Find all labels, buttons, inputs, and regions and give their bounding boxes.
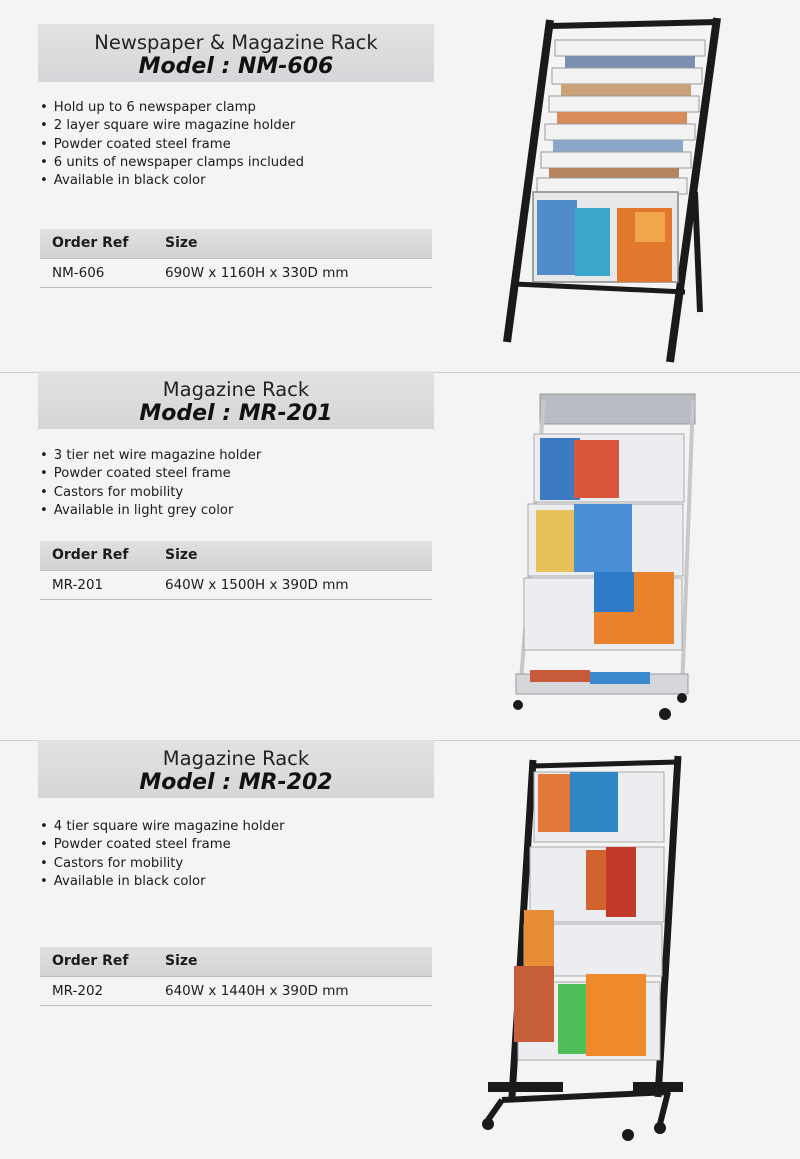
order-ref-header: Order Ref <box>52 953 129 969</box>
product-name: Newspaper & Magazine Rack <box>94 31 378 54</box>
feature-item: • 6 units of newspaper clamps included <box>40 154 304 172</box>
feature-item: • Available in light grey color <box>40 502 261 520</box>
feature-item: • Powder coated steel frame <box>40 136 304 154</box>
size-header: Size <box>165 953 198 969</box>
feature-list <box>40 99 304 190</box>
spec-table <box>40 947 432 1006</box>
feature-item: • Powder coated steel frame <box>40 465 261 483</box>
newspaper-rack-image <box>495 12 725 367</box>
feature-item: • 3 tier net wire magazine holder <box>40 447 261 465</box>
feature-item: • 4 tier square wire magazine holder <box>40 818 285 836</box>
spec-table-header <box>40 541 432 571</box>
spec-table-header <box>40 947 432 977</box>
feature-item: • Hold up to 6 newspaper clamp <box>40 99 304 117</box>
feature-item: • 2 layer square wire magazine holder <box>40 117 304 135</box>
product-name: Magazine Rack <box>162 747 310 770</box>
feature-list <box>40 447 261 520</box>
product-title-box <box>38 371 434 429</box>
spec-table-header <box>40 229 432 259</box>
size-header: Size <box>165 235 198 251</box>
feature-item: • Available in black color <box>40 873 285 891</box>
size-header: Size <box>165 547 198 563</box>
magazine-rack-grey-image <box>510 392 700 727</box>
product-title-box <box>38 740 434 798</box>
spec-table <box>40 541 432 600</box>
spec-table-row <box>40 259 432 288</box>
product-title-box <box>38 24 434 82</box>
product-model: Model : MR-201 <box>139 401 333 426</box>
product-model: Model : NM-606 <box>138 54 334 79</box>
spec-table <box>40 229 432 288</box>
size-value: 690W x 1160H x 330D mm <box>165 265 349 281</box>
feature-item: • Castors for mobility <box>40 484 261 502</box>
order-ref-header: Order Ref <box>52 547 129 563</box>
feature-item: • Castors for mobility <box>40 855 285 873</box>
product-name: Magazine Rack <box>162 378 310 401</box>
order-ref-header: Order Ref <box>52 235 129 251</box>
product-model: Model : MR-202 <box>139 770 333 795</box>
feature-list <box>40 818 285 891</box>
feature-item: • Powder coated steel frame <box>40 836 285 854</box>
magazine-rack-black-image <box>478 752 688 1147</box>
size-value: 640W x 1500H x 390D mm <box>165 577 349 593</box>
spec-table-row <box>40 571 432 600</box>
order-ref-value: NM-606 <box>52 265 105 281</box>
order-ref-value: MR-201 <box>52 577 104 593</box>
spec-table-row <box>40 977 432 1006</box>
feature-item: • Available in black color <box>40 172 304 190</box>
order-ref-value: MR-202 <box>52 983 104 999</box>
size-value: 640W x 1440H x 390D mm <box>165 983 349 999</box>
